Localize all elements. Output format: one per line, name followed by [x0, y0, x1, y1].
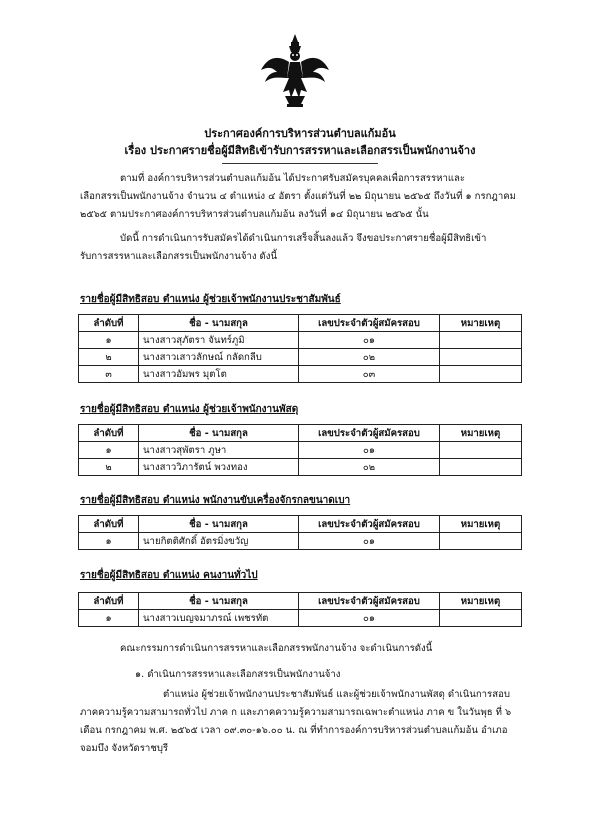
row-remark: [440, 366, 522, 383]
header-exam-no: เลขประจำตัวผู้สมัครสอบ: [299, 516, 440, 533]
header-order: ลำดับที่: [79, 593, 139, 610]
title-divider: [222, 163, 378, 164]
row-name: นางสาวอัมพร มุตโต: [139, 366, 299, 383]
announcement-subject: เรื่อง ประกาศรายชื่อผู้มีสิทธิเข้ารับการสรรหาและเลือกสรรเป็นพนักงานจ้าง: [124, 144, 476, 157]
header-name: ชื่อ - นามสกุล: [139, 516, 299, 533]
table-header-row: [79, 315, 522, 332]
closing-line-1: คณะกรรมการดำเนินการสรรหาและเลือกสรรพนักงานจ้าง จะดำเนินการดังนี้: [120, 643, 433, 654]
row-remark: [440, 610, 522, 627]
row-name: นางสาวเบญจมาภรณ์ เพชรทัต: [139, 610, 299, 627]
header-name: ชื่อ - นามสกุล: [139, 593, 299, 610]
table-row: [79, 610, 522, 627]
header-name: ชื่อ - นามสกุล: [139, 425, 299, 442]
row-order: ๒: [79, 459, 139, 476]
candidate-table-machine-operator: [78, 515, 522, 550]
row-remark: [440, 442, 522, 459]
section-heading-machine-operator: รายชื่อผู้มีสิทธิสอบ ตำแหน่ง พนักงานขับเครื่องจักรกลขนาดเบา: [80, 495, 351, 506]
candidate-table-general-worker: [78, 592, 522, 627]
table-row: [79, 459, 522, 476]
table-row: [79, 366, 522, 383]
row-name: นางสาวเสาวลักษณ์ กลัดกลีบ: [139, 349, 299, 366]
row-remark: [440, 459, 522, 476]
row-order: ๑: [79, 442, 139, 459]
header-remark: หมายเหตุ: [440, 516, 522, 533]
row-exam-no: ๐๑: [299, 332, 440, 349]
table-row: [79, 349, 522, 366]
row-name: นางสาววิภารัตน์ พวงทอง: [139, 459, 299, 476]
header-exam-no: เลขประจำตัวผู้สมัครสอบ: [299, 315, 440, 332]
section-heading-general-worker: รายชื่อผู้มีสิทธิสอบ ตำแหน่ง คนงานทั่วไป: [80, 570, 258, 581]
intro-line-2: เลือกสรรเป็นพนักงานจ้าง จำนวน ๔ ตำแหน่ง ๔ อัตรา ตั้งแต่วันที่ ๒๒ มิถุนายน ๒๕๖๕ ถึงวันที่ ๑ กรกฎาคม: [80, 191, 516, 202]
row-exam-no: ๐๑: [299, 610, 440, 627]
row-name: นายกิตติศักดิ์ อัตรมิ่งขวัญ: [139, 533, 299, 550]
header-remark: หมายเหตุ: [440, 315, 522, 332]
section-heading-pr-assistant: รายชื่อผู้มีสิทธิสอบ ตำแหน่ง ผู้ช่วยเจ้าพนักงานประชาสัมพันธ์: [80, 294, 341, 305]
header-order: ลำดับที่: [79, 516, 139, 533]
header-remark: หมายเหตุ: [440, 425, 522, 442]
row-order: ๑: [79, 332, 139, 349]
header-exam-no: เลขประจำตัวผู้สมัครสอบ: [299, 593, 440, 610]
row-remark: [440, 332, 522, 349]
garuda-emblem-icon: [259, 32, 331, 110]
table-header-row: [79, 425, 522, 442]
row-order: ๓: [79, 366, 139, 383]
closing-line-4: ภาคความรู้ความสามารถทั่วไป ภาค ก และภาคความรู้ความสามารถเฉพาะตำแหน่ง ภาค ข ในวันพุธ ที่ ๖: [80, 707, 512, 718]
header-order: ลำดับที่: [79, 315, 139, 332]
table-header-row: [79, 593, 522, 610]
intro-line-4: บัดนี้ การดำเนินการรับสมัครได้ดำเนินการเสร็จสิ้นลงแล้ว จึงขอประกาศรายชื่อผู้มีสิทธิเข้า: [120, 233, 487, 244]
table-header-row: [79, 516, 522, 533]
row-exam-no: ๐๑: [299, 442, 440, 459]
row-order: ๑: [79, 610, 139, 627]
table-row: [79, 533, 522, 550]
row-name: นางสาวสุภัตรา จันทร์ภูมิ: [139, 332, 299, 349]
announcement-title: ประกาศองค์การบริหารส่วนตำบลแก้มอ้น: [204, 127, 396, 140]
table-row: [79, 332, 522, 349]
row-exam-no: ๐๑: [299, 533, 440, 550]
intro-line-5: รับการสรรหาและเลือกสรรเป็นพนักงานจ้าง ดังนี้: [80, 251, 278, 262]
row-exam-no: ๐๓: [299, 366, 440, 383]
closing-line-2: ๑. ดำเนินการสรรหาและเลือกสรรเป็นพนักงานจ้าง: [135, 669, 341, 680]
header-name: ชื่อ - นามสกุล: [139, 315, 299, 332]
intro-line-1: ตามที่ องค์การบริหารส่วนตำบลแก้มอ้น ได้ประกาศรับสมัครบุคคลเพื่อการสรรหาและ: [120, 173, 466, 184]
candidate-table-pr-assistant: [78, 314, 522, 383]
closing-line-5: เดือน กรกฎาคม พ.ศ. ๒๕๖๕ เวลา ๐๙.๓๐-๑๖.๐๐ น. ณ ที่ทำการองค์การบริหารส่วนตำบลแก้มอ้น อำเภอ: [80, 725, 508, 736]
row-exam-no: ๐๒: [299, 459, 440, 476]
closing-line-6: จอมบึง จังหวัดราชบุรี: [80, 743, 169, 754]
candidate-table-supply-assistant: [78, 424, 522, 476]
closing-line-3: ตำแหน่ง ผู้ช่วยเจ้าพนักงานประชาสัมพันธ์ และผู้ช่วยเจ้าพนักงานพัสดุ ดำเนินการสอบ: [163, 689, 510, 700]
table-row: [79, 442, 522, 459]
row-order: ๒: [79, 349, 139, 366]
header-order: ลำดับที่: [79, 425, 139, 442]
row-name: นางสาวสุพัตรา ภูษา: [139, 442, 299, 459]
row-order: ๑: [79, 533, 139, 550]
section-heading-supply-assistant: รายชื่อผู้มีสิทธิสอบ ตำแหน่ง ผู้ช่วยเจ้าพนักงานพัสดุ: [80, 404, 299, 415]
header-remark: หมายเหตุ: [440, 593, 522, 610]
row-remark: [440, 349, 522, 366]
intro-line-3: ๒๕๖๕ ตามประกาศองค์การบริหารส่วนตำบลแก้มอ้น ลงวันที่ ๑๔ มิถุนายน ๒๕๖๕ นั้น: [80, 209, 429, 220]
row-remark: [440, 533, 522, 550]
header-exam-no: เลขประจำตัวผู้สมัครสอบ: [299, 425, 440, 442]
row-exam-no: ๐๒: [299, 349, 440, 366]
